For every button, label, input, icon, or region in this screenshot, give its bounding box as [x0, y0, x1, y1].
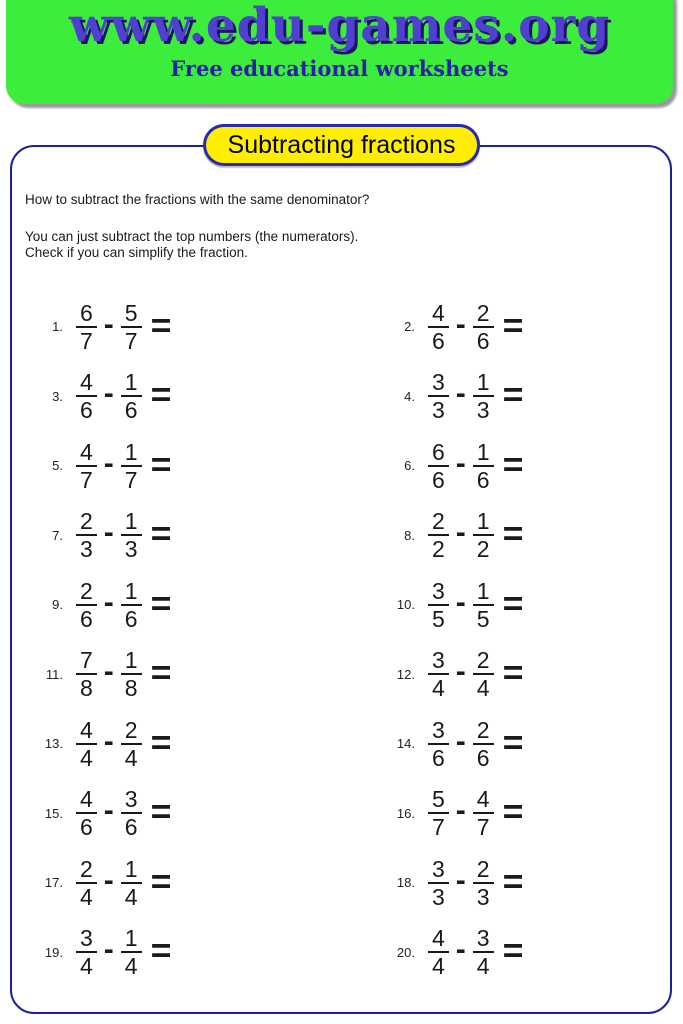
subtrahend-numerator: 1: [124, 438, 138, 465]
subtrahend-denominator: 3: [121, 534, 142, 562]
subtrahend-numerator: 1: [124, 369, 138, 396]
minuend-numerator: 3: [432, 716, 445, 743]
minus-sign: -: [103, 724, 114, 758]
problem-row: [387, 578, 647, 632]
equals-sign: =: [502, 305, 524, 345]
minus-sign: -: [103, 307, 114, 341]
minus-sign: -: [455, 307, 466, 341]
subtrahend-fraction: [121, 786, 142, 840]
subtrahend-denominator: 6: [121, 812, 142, 840]
minus-sign: -: [455, 724, 466, 758]
subtrahend-denominator: 6: [473, 465, 494, 493]
minuend-fraction: [428, 439, 449, 493]
subtrahend-numerator: 2: [476, 855, 490, 882]
subtrahend-fraction: [473, 856, 494, 910]
minuend-numerator: 5: [432, 786, 445, 813]
minuend-fraction: [428, 578, 449, 632]
minuend-numerator: 2: [80, 577, 93, 604]
subtrahend-numerator: 1: [124, 855, 138, 882]
subtrahend-numerator: 5: [124, 299, 138, 326]
problem-number: 9.: [52, 597, 63, 613]
subtrahend-numerator: 1: [124, 925, 138, 952]
minuend-fraction: [76, 300, 97, 354]
problem-number: 12.: [396, 666, 415, 682]
minuend-numerator: 3: [432, 855, 445, 882]
minuend-fraction: [428, 856, 449, 910]
problem-row: [387, 925, 647, 979]
problem-number: 17.: [44, 875, 63, 891]
worksheet-title-badge: [203, 124, 481, 166]
subtrahend-fraction: [121, 717, 142, 771]
problem-row: [35, 717, 387, 771]
subtrahend-numerator: 1: [476, 438, 490, 465]
subtrahend-denominator: 2: [473, 534, 494, 562]
subtrahend-numerator: 2: [476, 647, 490, 674]
subtrahend-fraction: [121, 369, 142, 423]
equals-sign: =: [502, 653, 524, 692]
subtrahend-denominator: 3: [473, 882, 494, 910]
minuend-fraction: [76, 856, 97, 910]
problem-row: [35, 647, 387, 701]
problem-number: 18.: [396, 875, 415, 891]
equals-sign: =: [502, 583, 524, 623]
problem-number: 7.: [52, 527, 63, 543]
minuend-numerator: 2: [80, 508, 93, 535]
minuend-numerator: 3: [432, 369, 445, 396]
minus-sign: -: [103, 516, 114, 550]
problem-number: 3.: [52, 388, 63, 404]
problem-number: 20.: [396, 944, 415, 960]
problem-row: [35, 369, 387, 423]
subtrahend-denominator: 7: [121, 465, 142, 493]
equals-sign: =: [502, 792, 524, 831]
minuend-fraction: [76, 925, 97, 979]
minus-sign: -: [455, 446, 466, 480]
site-tagline: Free educational worksheets: [170, 56, 509, 81]
minuend-denominator: 6: [428, 743, 449, 771]
minus-sign: -: [455, 933, 466, 967]
minuend-fraction: [76, 717, 97, 771]
problems-grid: [35, 292, 647, 987]
subtrahend-denominator: 6: [121, 395, 142, 423]
minuend-fraction: [76, 647, 97, 701]
subtrahend-denominator: 6: [473, 743, 494, 771]
subtrahend-fraction: [473, 578, 494, 632]
subtrahend-numerator: 1: [476, 577, 490, 604]
problem-number: 11.: [45, 666, 63, 682]
subtrahend-fraction: [473, 369, 494, 423]
minuend-denominator: 6: [76, 395, 97, 423]
equals-sign: =: [502, 444, 524, 484]
minuend-numerator: 3: [432, 577, 445, 604]
subtrahend-denominator: 4: [473, 673, 494, 701]
minuend-denominator: 6: [428, 465, 449, 493]
minus-sign: -: [455, 516, 466, 550]
equals-sign: =: [502, 722, 524, 762]
minuend-denominator: 4: [76, 882, 97, 910]
subtrahend-numerator: 1: [124, 508, 138, 535]
subtrahend-numerator: 1: [124, 647, 138, 674]
equals-sign: =: [150, 514, 172, 553]
subtrahend-fraction: [473, 508, 494, 562]
site-title: www.edu-games.org: [68, 0, 611, 53]
problem-row: [387, 300, 647, 354]
minuend-fraction: [428, 300, 449, 354]
problem-row: [387, 439, 647, 493]
subtrahend-fraction: [121, 300, 142, 354]
minuend-fraction: [428, 369, 449, 423]
subtrahend-numerator: 3: [476, 925, 490, 952]
subtrahend-denominator: 7: [473, 812, 494, 840]
worksheet-title: Subtracting fractions: [227, 130, 456, 159]
minuend-fraction: [428, 508, 449, 562]
minuend-numerator: 4: [80, 716, 93, 743]
subtrahend-fraction: [473, 717, 494, 771]
subtrahend-denominator: 4: [121, 951, 142, 979]
minus-sign: -: [455, 655, 466, 689]
minuend-denominator: 3: [428, 395, 449, 423]
minus-sign: -: [103, 446, 114, 480]
subtrahend-numerator: 2: [124, 716, 138, 743]
minuend-denominator: 5: [428, 604, 449, 632]
site-header: [6, 0, 673, 104]
equals-sign: =: [150, 444, 172, 484]
equals-sign: =: [150, 375, 172, 414]
equals-sign: =: [150, 792, 172, 831]
minuend-fraction: [428, 925, 449, 979]
subtrahend-fraction: [473, 439, 494, 493]
minuend-numerator: 4: [432, 299, 445, 326]
minus-sign: -: [103, 863, 114, 897]
subtrahend-denominator: 4: [473, 951, 494, 979]
problem-row: [35, 439, 387, 493]
minuend-denominator: 4: [76, 951, 97, 979]
minuend-denominator: 6: [428, 326, 449, 354]
problem-row: [387, 717, 647, 771]
minuend-denominator: 4: [428, 673, 449, 701]
subtrahend-fraction: [121, 578, 142, 632]
minus-sign: -: [455, 585, 466, 619]
problem-number: 16.: [396, 805, 415, 821]
instruction-hint-line2: Check if you can simplify the fraction.: [25, 245, 248, 260]
subtrahend-fraction: [473, 786, 494, 840]
minuend-denominator: 3: [76, 534, 97, 562]
minuend-fraction: [428, 786, 449, 840]
minuend-numerator: 2: [80, 855, 93, 882]
subtrahend-numerator: 2: [476, 716, 490, 743]
minuend-numerator: 2: [432, 508, 445, 535]
equals-sign: =: [150, 861, 172, 901]
minuend-numerator: 6: [80, 299, 93, 326]
subtrahend-denominator: 7: [121, 326, 142, 354]
subtrahend-denominator: 4: [121, 882, 142, 910]
problem-number: 5.: [52, 458, 63, 474]
problem-number: 15.: [44, 805, 63, 821]
subtrahend-fraction: [121, 925, 142, 979]
equals-sign: =: [150, 583, 172, 623]
subtrahend-fraction: [473, 647, 494, 701]
subtrahend-fraction: [121, 508, 142, 562]
subtrahend-denominator: 8: [121, 673, 142, 701]
instruction-hint-line1: You can just subtract the top numbers (the numerators).: [25, 229, 359, 244]
minus-sign: -: [103, 585, 114, 619]
subtrahend-denominator: 5: [473, 604, 494, 632]
subtrahend-numerator: 3: [124, 786, 138, 813]
minuend-numerator: 3: [432, 647, 445, 674]
problem-row: [35, 925, 387, 979]
minus-sign: -: [103, 933, 114, 967]
minus-sign: -: [455, 377, 466, 411]
minuend-fraction: [428, 717, 449, 771]
problem-row: [387, 369, 647, 423]
minuend-numerator: 7: [80, 647, 93, 674]
problem-row: [387, 856, 647, 910]
problem-number: 6.: [404, 458, 415, 474]
minuend-denominator: 4: [428, 951, 449, 979]
minuend-denominator: 3: [428, 882, 449, 910]
subtrahend-fraction: [473, 300, 494, 354]
equals-sign: =: [150, 653, 172, 692]
minuend-numerator: 4: [80, 369, 93, 396]
minuend-denominator: 4: [76, 743, 97, 771]
problem-row: [35, 856, 387, 910]
equals-sign: =: [502, 375, 524, 414]
subtrahend-denominator: 6: [121, 604, 142, 632]
minuend-denominator: 6: [76, 812, 97, 840]
equals-sign: =: [150, 722, 172, 762]
problem-row: [35, 578, 387, 632]
subtrahend-denominator: 6: [473, 326, 494, 354]
problem-row: [387, 647, 647, 701]
subtrahend-fraction: [121, 647, 142, 701]
problem-number: 14.: [396, 736, 415, 752]
minuend-denominator: 8: [76, 673, 97, 701]
minuend-fraction: [428, 647, 449, 701]
minuend-numerator: 4: [80, 438, 93, 465]
minuend-denominator: 7: [76, 326, 97, 354]
minuend-denominator: 6: [76, 604, 97, 632]
problem-number: 2.: [404, 319, 415, 335]
minuend-fraction: [76, 508, 97, 562]
minuend-denominator: 7: [428, 812, 449, 840]
minuend-denominator: 2: [428, 534, 449, 562]
minus-sign: -: [103, 794, 114, 828]
minuend-numerator: 3: [80, 925, 93, 952]
minuend-numerator: 4: [80, 786, 93, 813]
problem-row: [35, 508, 387, 562]
subtrahend-denominator: 4: [121, 743, 142, 771]
equals-sign: =: [502, 861, 524, 901]
subtrahend-numerator: 4: [476, 786, 490, 813]
problem-number: 8.: [404, 527, 415, 543]
problem-number: 10.: [396, 597, 415, 613]
subtrahend-fraction: [473, 925, 494, 979]
minuend-fraction: [76, 578, 97, 632]
minuend-denominator: 7: [76, 465, 97, 493]
equals-sign: =: [502, 931, 524, 970]
minuend-fraction: [76, 786, 97, 840]
subtrahend-denominator: 3: [473, 395, 494, 423]
minus-sign: -: [103, 377, 114, 411]
problem-number: 19.: [44, 944, 63, 960]
minuend-numerator: 6: [432, 438, 445, 465]
problem-number: 13.: [44, 736, 63, 752]
minus-sign: -: [103, 655, 114, 689]
instructions: [25, 192, 369, 261]
minuend-fraction: [76, 369, 97, 423]
minus-sign: -: [455, 794, 466, 828]
problem-number: 4.: [404, 388, 415, 404]
minuend-numerator: 4: [432, 925, 445, 952]
minus-sign: -: [455, 863, 466, 897]
minuend-fraction: [76, 439, 97, 493]
problem-row: [387, 786, 647, 840]
subtrahend-numerator: 1: [124, 577, 138, 604]
subtrahend-numerator: 1: [476, 369, 490, 396]
subtrahend-numerator: 1: [476, 508, 490, 535]
instruction-question: How to subtract the fractions with the same denominator?: [25, 192, 370, 207]
equals-sign: =: [150, 305, 172, 345]
subtrahend-fraction: [121, 439, 142, 493]
problem-row: [35, 300, 387, 354]
equals-sign: =: [150, 931, 172, 970]
equals-sign: =: [502, 514, 524, 553]
subtrahend-fraction: [121, 856, 142, 910]
subtrahend-numerator: 2: [476, 299, 490, 326]
problem-row: [35, 786, 387, 840]
problem-row: [387, 508, 647, 562]
problem-number: 1.: [52, 319, 63, 335]
